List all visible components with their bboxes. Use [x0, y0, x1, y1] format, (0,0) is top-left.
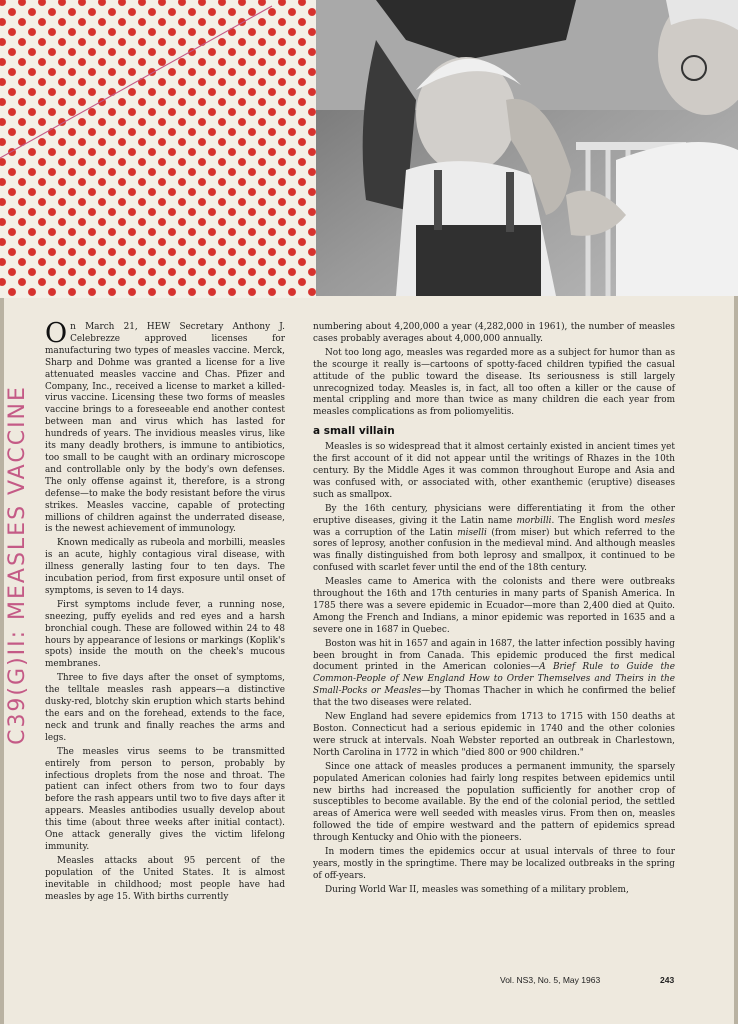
- drop-cap: O: [45, 318, 68, 349]
- section-subhead: a small villain: [313, 425, 395, 438]
- paragraph: The measles virus seems to be transmitted entirely from person to person, probably by infectious droplets from the nose and throat. The patient can infect others from two to four days before the rash appears until two to five days after it appears. Measles antibodies usually develop about this time (about three weeks after initial contact). One attack generally gives the victim lifelong immunity.: [45, 746, 285, 852]
- paragraph: On March 21, HEW Secretary Anthony J. Celebrezze approved licenses for manufacturing two types of measles vaccine. Merck, Sharp and Dohme was granted a license for a live attenuated measles vaccine and Chas. Pfizer and Company, Inc., received a license to market a killed-virus vaccine. Licensing these two forms of measles vaccine brings to a foreseeable end another contest between man and virus which has lasted for hundreds of years. The invidious measles virus, like its many deadly brothers, is immune to antibiotics, too small to be caught with an ordinary microscope and controllable only by the body's own defenses. The only offense against it, therefore, is a strong defense—to make the body resistant before the virus strikes. Measles vaccine, capable of protecting millions of children against the underrated disease, is the newest achievement of immunology.: [45, 318, 285, 535]
- paragraph: In modern times the epidemics occur at usual intervals of three to four years, mostly in the springtime. There may be localized outbreaks in the spring of off-years.: [313, 847, 675, 881]
- paragraph: Measles attacks about 95 percent of the population of the United States. It is almost inevitable in childhood; most people have had measles by age 15. With births currently: [45, 855, 285, 902]
- pen-mark-line: [0, 0, 316, 298]
- paragraph: By the 16th century, physicians were differentiating it from the other eruptive diseases, giving it the Latin name morbilli. The English word mesles was a corruption of the Latin miselli (from miser) but which referred to the sores of leprosy, another confusion in the medieval mind. And although measles was finally distinguished from both leprosy and smallpox, it continued to be confused with scarlet fever until the end of the 18th century.: [313, 503, 675, 574]
- handwritten-annotation: C39(G)II: MEASLES VACCINE: [5, 385, 30, 745]
- vaccination-photo: [316, 0, 738, 296]
- paragraph: Three to five days after the onset of symptoms, the telltale measles rash appears—a distinctive dusky-red, blotchy skin eruption which starts behind the ears and on the forehead, extends to the face, neck and trunk and finally reaches the arms and legs.: [45, 673, 285, 743]
- paragraph: New England had severe epidemics from 1713 to 1715 with 150 deaths at Boston. Connecticut had a serious epidemic in 1740 and the other colonies were struck at intervals. Noah Webster reported an outbreak in Charlestown, North Carolina in 1772 in which "died 800 or 900 children.": [313, 712, 675, 758]
- paragraph: Measles is so widespread that it almost certainly existed in ancient times yet the first account of it did not appear until the writings of Rhazes in the 10th century. By the Middle Ages it was common throughout Europe and Asia and was confused with, or associated with, other exanthemic (eruptive) diseases such as smallpox.: [313, 442, 675, 500]
- paragraph: Measles came to America with the colonists and there were outbreaks throughout the 16th and 17th centuries in many parts of Spanish America. In 1785 there was a severe epidemic in Ecuador—more than 2,400 died at Quito. Among the French and Indians, a minor epidemic was reported in 1635 and a severe one in 1687 in Quebec.: [313, 577, 675, 635]
- issue-info: Vol. NS3, No. 5, May 1963: [500, 975, 601, 985]
- text-column-left: [45, 318, 285, 906]
- paragraph: First symptoms include fever, a running nose, sneezing, puffy eyelids and red eyes and a harsh bronchial cough. These are followed within 24 to 48 hours by appearance of lesions or markings (Koplik's spots) inside the mouth on the cheek's mucous membranes.: [45, 599, 285, 670]
- paragraph: Known medically as rubeola and morbilli, measles is an acute, highly contagious viral disease, with illness generally lasting four to ten days. The incubation period, from first exposure until onset of symptoms, is seven to 14 days.: [45, 538, 285, 596]
- paragraph: Not too long ago, measles was regarded more as a subject for humor than as the scourge it really is—cartoons of spotty-faced children typified the casual attitude of the public toward the disease. Its seriousness is still largely unrecognized today. Measles is, in fact, all too often a killer or the cause of mental crippling and more than twice as many children die each year from measles complications as from poliomyelitis.: [313, 347, 675, 418]
- paragraph: numbering about 4,200,000 a year (4,282,000 in 1961), the number of measles cases probably averages about 4,000,000 annually.: [313, 322, 675, 344]
- page-number: 243: [660, 975, 675, 985]
- paragraph: During World War II, measles was something of a military problem,: [325, 884, 629, 895]
- page-footer: [500, 975, 680, 985]
- paragraph: Boston was hit in 1657 and again in 1687, the latter infection possibly having been brought in from Canada. This epidemic produced the first medical document printed in the American colonies—A Brief Rule to Guide the Common-People of New England How to Order Themselves and Theirs in the Small-Pocks or Measles—by Thomas Thacher in which he confirmed the belief that the two diseases were related.: [313, 638, 675, 709]
- paragraph: Since one attack of measles produces a permanent immunity, the sparsely populated American colonies had fairly long respites between epidemics until new births had increased the population sufficiently for another crop of susceptibles to become available. By the end of the colonial period, the settled areas of America were well seeded with measles virus. From then on, measles followed the tide of empire westward and the pattern of epidemics spread through Kentucky and Ohio with the pioneers.: [313, 761, 675, 844]
- text-column-right: [313, 322, 675, 899]
